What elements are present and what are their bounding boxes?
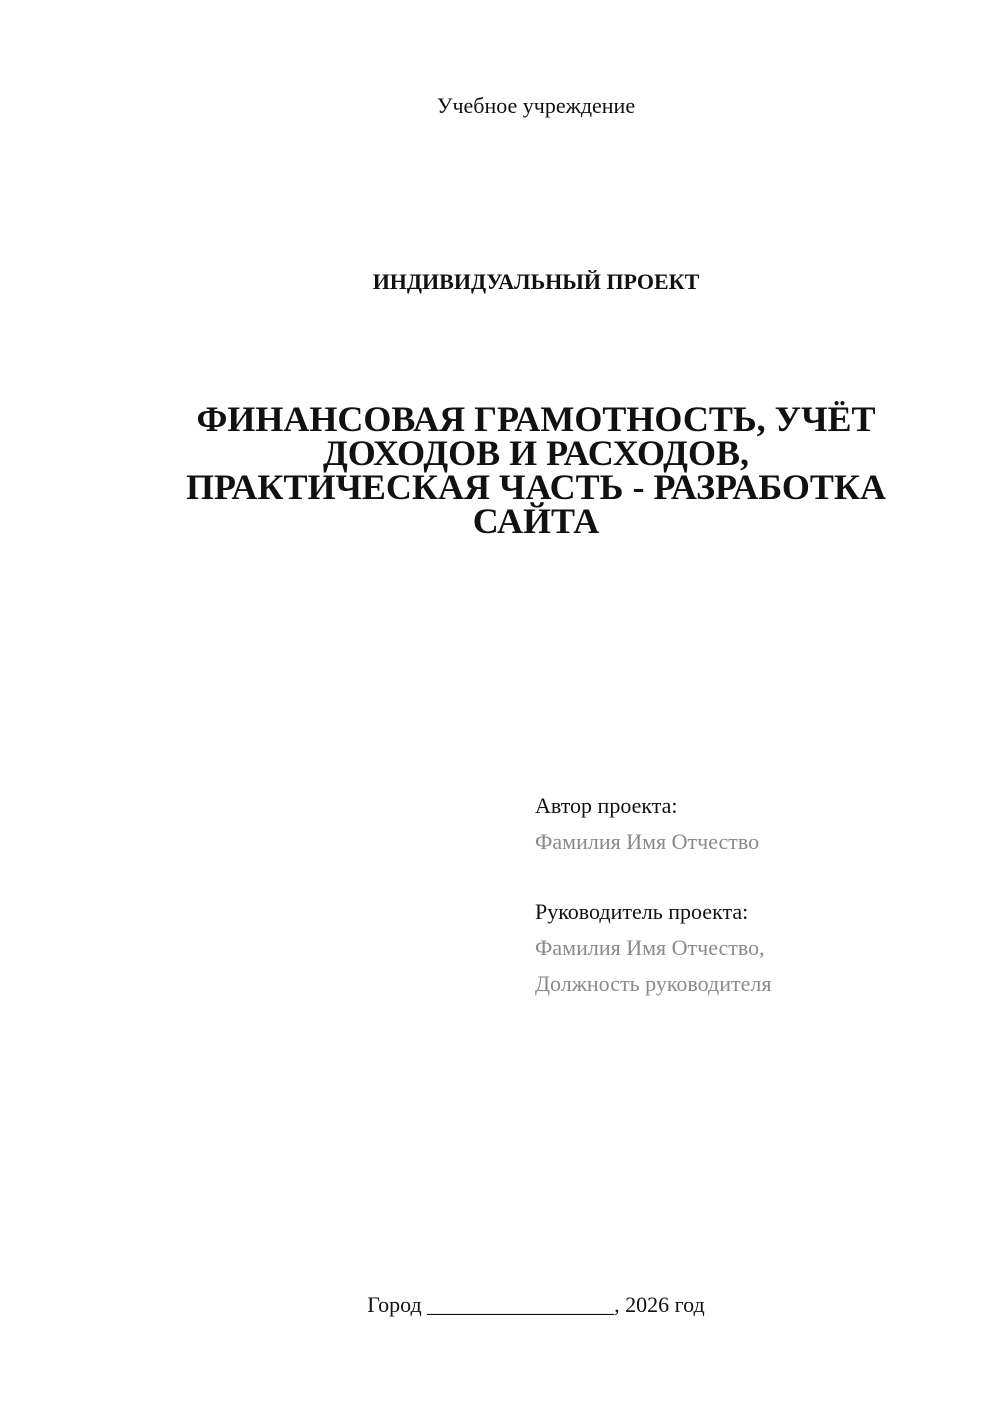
spacer: [535, 860, 975, 894]
title-line: ДОХОДОВ И РАСХОДОВ,: [323, 433, 749, 473]
institution-name: Учебное учреждение: [436, 93, 636, 118]
supervisor-name: Фамилия Имя Отчество,: [535, 935, 765, 960]
title-line: ФИНАНСОВАЯ ГРАМОТНОСТЬ, УЧЁТ: [196, 399, 876, 439]
project-title: [150, 399, 922, 541]
city-year-line: Город _________________, 2026 год: [367, 1292, 705, 1317]
document-type: ИНДИВИДУАЛЬНЫЙ ПРОЕКТ: [372, 269, 700, 294]
title-line: ПРАКТИЧЕСКАЯ ЧАСТЬ - РАЗРАБОТКА: [186, 467, 886, 507]
credits-block: [535, 788, 975, 1002]
author-name: Фамилия Имя Отчество: [535, 829, 760, 854]
author-label: Автор проекта:: [535, 793, 678, 818]
supervisor-label: Руководитель проекта:: [535, 899, 749, 924]
supervisor-position: Должность руководителя: [535, 971, 772, 996]
title-line: САЙТА: [472, 501, 600, 541]
